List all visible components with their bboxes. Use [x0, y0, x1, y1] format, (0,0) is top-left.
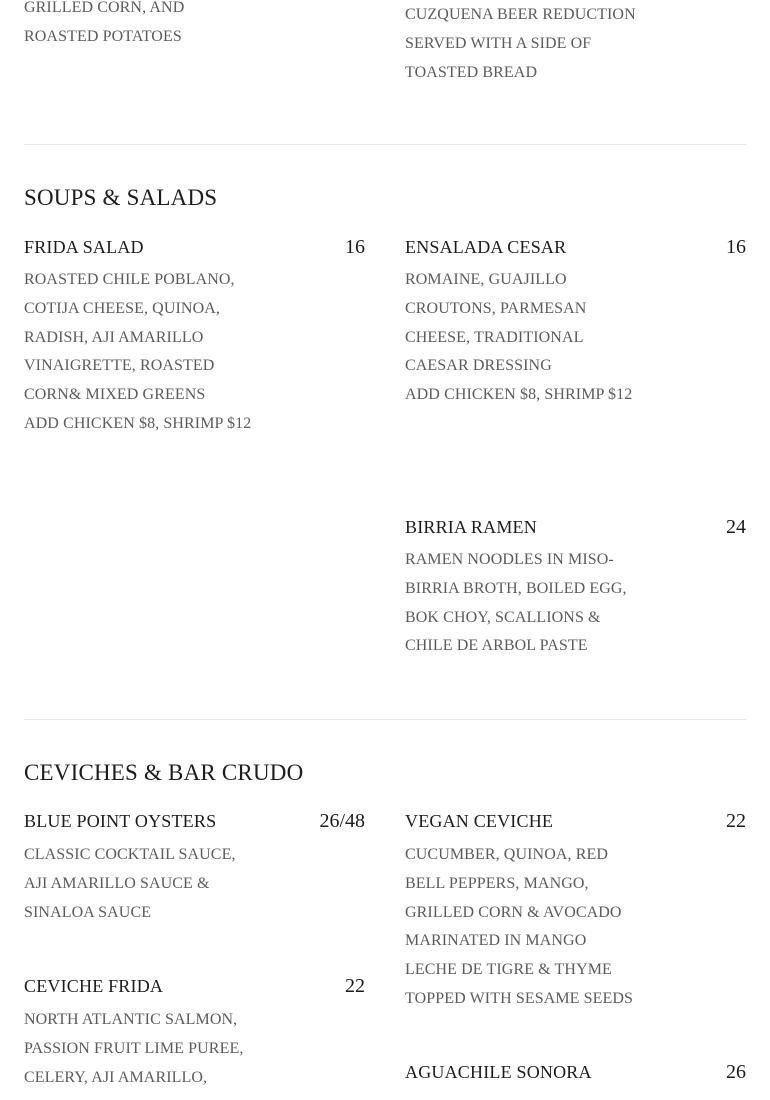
menu-item-price: 26/48	[319, 810, 365, 832]
menu-item-description: ROASTED CHILE POBLANO, COTIJA CHEESE, QUINOA, RADISH, AJI AMARILLO VINAIGRETTE, ROASTED CORN& MIXED GREENS ADD CHICKEN $8, SHRIMP $12	[24, 271, 252, 432]
menu-item-price: 24	[726, 516, 746, 538]
section-title-soups-salads: SOUPS & SALADS	[24, 185, 218, 210]
menu-item-name: ENSALADA CESAR	[405, 237, 567, 257]
menu-item-description: RAMEN NOODLES IN MISO- BIRRIA BROTH, BOILED EGG, BOK CHOY, SCALLIONS & CHILE DE ARBOL PASTE	[405, 551, 627, 655]
section-divider	[24, 144, 746, 145]
menu-item-price: 26	[726, 1061, 746, 1083]
menu-item-description: CUCUMBER, QUINOA, RED BELL PEPPERS, MANGO, GRILLED CORN & AVOCADO MARINATED IN MANGO LECHE DE TIGRE & THYME TOPPED WITH SESAME SEEDS	[405, 846, 634, 1007]
menu-item-description: NORTH ATLANTIC SALMON, PASSION FRUIT LIME PUREE, CELERY, AJI AMARILLO,	[24, 1011, 244, 1086]
menu-item-name: CEVICHE FRIDA	[24, 976, 164, 996]
section-title-ceviches-bar-crudo: CEVICHES & BAR CRUDO	[24, 760, 304, 785]
previous-item-left-description: GRILLED CORN, AND ROASTED POTATOES	[24, 0, 185, 45]
menu-item-price: 22	[726, 810, 746, 832]
menu-item-price: 22	[345, 975, 365, 997]
menu-item-price: 16	[726, 236, 746, 258]
previous-item-right-description: CUZQUENA BEER REDUCTION SERVED WITH A SIDE OF TOASTED BREAD	[405, 6, 636, 81]
menu-item-name: AGUACHILE SONORA	[405, 1062, 592, 1082]
menu-item-name: FRIDA SALAD	[24, 237, 144, 257]
section-divider	[24, 719, 746, 720]
menu-item-price: 16	[345, 236, 365, 258]
menu-item-name: BLUE POINT OYSTERS	[24, 811, 217, 831]
menu-item-description: ROMAINE, GUAJILLO CROUTONS, PARMESAN CHEESE, TRADITIONAL CAESAR DRESSING ADD CHICKEN $8, SHRIMP $12	[405, 271, 633, 404]
menu-item-name: VEGAN CEVICHE	[405, 811, 554, 831]
menu-item-description: CLASSIC COCKTAIL SAUCE, AJI AMARILLO SAUCE & SINALOA SAUCE	[24, 846, 236, 921]
menu-item-name: BIRRIA RAMEN	[405, 517, 537, 537]
